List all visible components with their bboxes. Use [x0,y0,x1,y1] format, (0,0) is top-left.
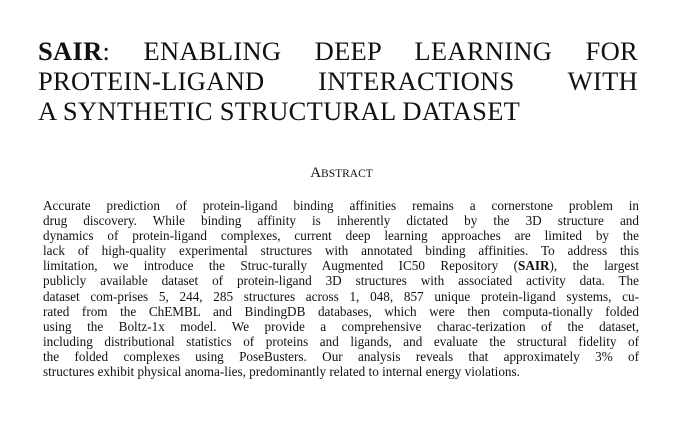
paper-title [38,36,638,126]
abstract-line-12: structures exhibit physical anoma-lies, predominantly related to internal energy violations. [43,364,520,380]
abstract-line-9: using the Boltz-1x model. We provide a comprehensive charac-terization of the dataset, [43,318,639,334]
abstract-heading: ABSTRACT [310,165,373,181]
abstract-line-7: dataset com-prises 5, 244, 285 structures across 1, 048, 857 unique protein-ligand systems, cu- [43,288,639,304]
title-line-1-rest: : ENABLING DEEP LEARNING FOR [102,36,638,66]
abstract-line-11: the folded complexes using PoseBusters. Our analysis reveals that approximately 3% of [43,348,639,364]
abstract-line-2: drug discovery. While binding affinity is inherently dictated by the 3D structure and [43,213,639,229]
title-line-1 [38,36,638,66]
title-line-2: PROTEIN-LIGAND INTERACTIONS WITH [38,66,638,96]
abstract-line-4: lack of high-quality experimental structures with annotated binding affinities. To address this [43,243,639,259]
abstract-acronym: SAIR [518,258,550,274]
abstract-line-3: dynamics of protein-ligand complexes, current deep learning approaches are limited by the [43,228,639,244]
abstract-line-6: publicly available dataset of protein-ligand 3D structures with associated activity data. The [43,273,639,289]
abstract-line-10: including distributional statistics of proteins and ligands, and evaluate the structural fidelity of [43,333,639,349]
abstract-body [43,198,639,379]
abstract-line-5: limitation, we introduce the Struc-turally Augmented IC50 Repository (SAIR), the largest [43,258,639,274]
abstract-line-8: rated from the ChEMBL and BindingDB databases, which were then computa-tionally folded [43,303,639,319]
title-acronym: SAIR [38,36,103,66]
title-line-3: A SYNTHETIC STRUCTURAL DATASET [38,96,521,126]
abstract-line-1: Accurate prediction of protein-ligand binding affinities remains a cornerstone problem in [43,198,639,213]
